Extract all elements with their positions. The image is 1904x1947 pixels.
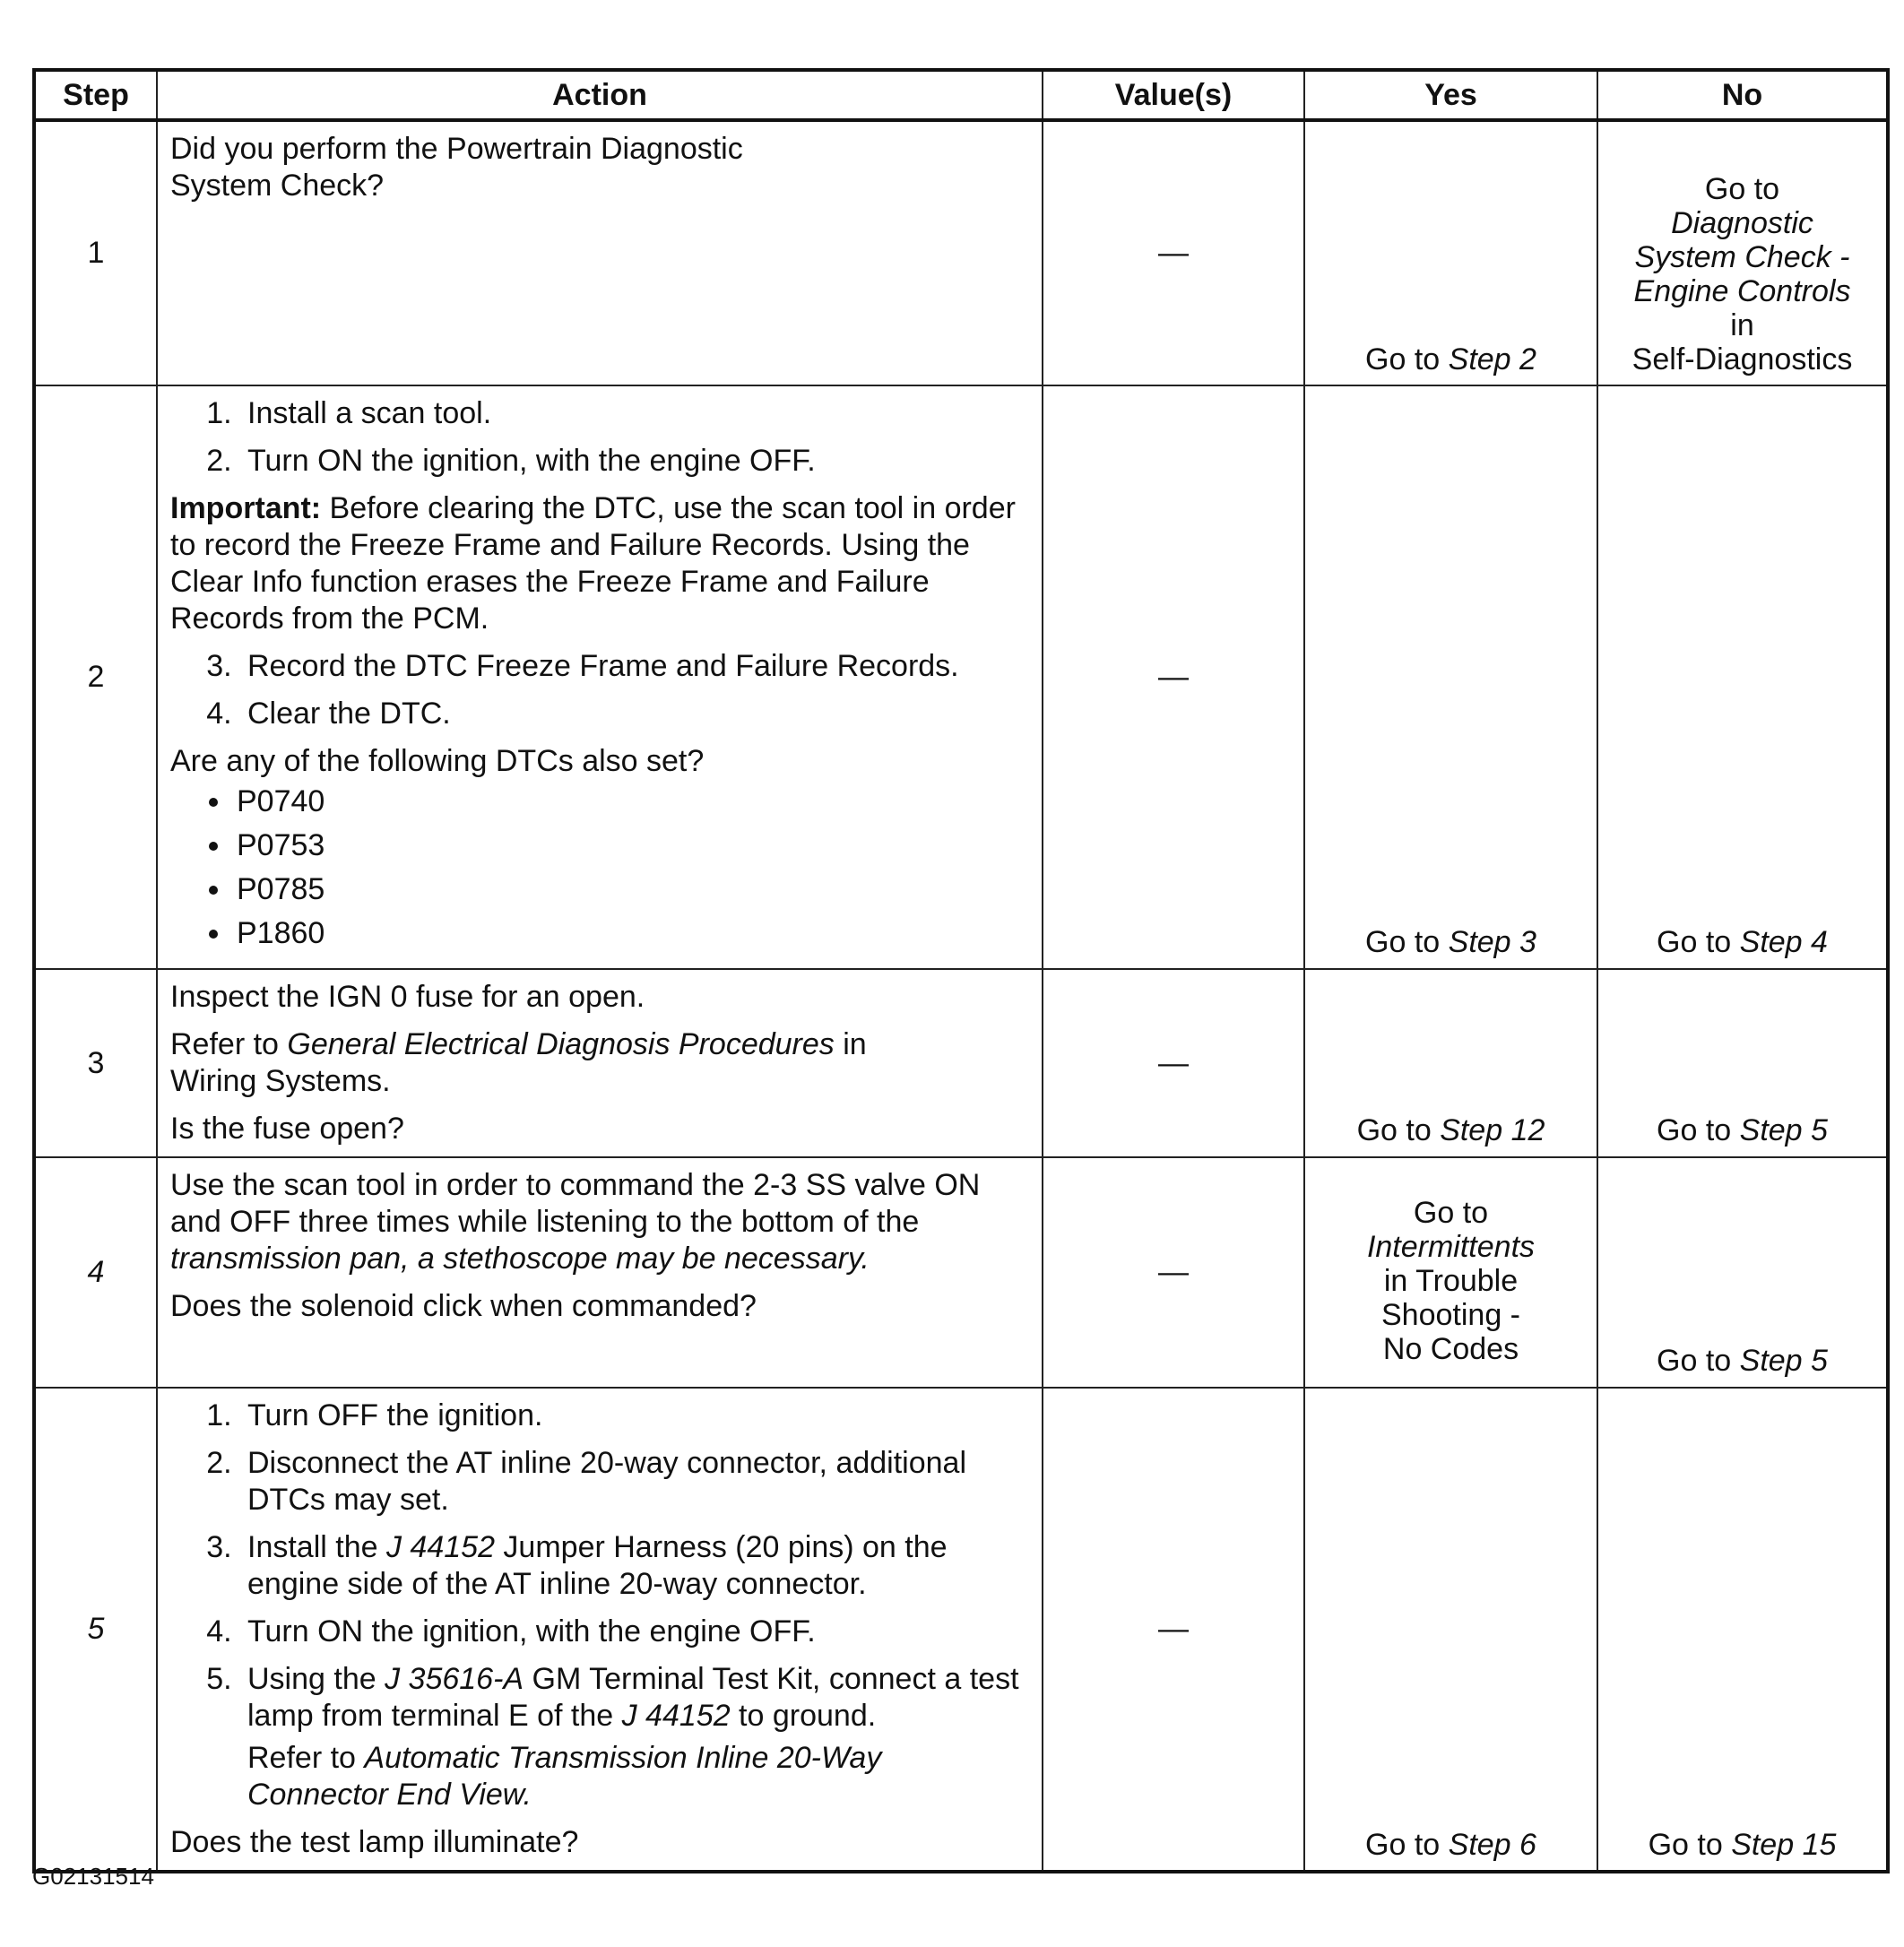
no-content[interactable]: [1598, 122, 1886, 384]
no-content: [1598, 1158, 1886, 1385]
action-question: Does the solenoid click when commanded?: [170, 1289, 757, 1323]
no-line: Go to: [1704, 172, 1780, 206]
value-cell: [1043, 120, 1304, 385]
yes-link[interactable]: [1305, 925, 1597, 959]
important-label: Important:: [170, 491, 322, 525]
tool-ref: J 44152: [385, 1530, 495, 1564]
yes-cell: [1304, 1388, 1597, 1872]
step-text: Install the: [247, 1530, 386, 1564]
yes-step-ref: Step 2: [1448, 342, 1536, 376]
action-steps: [170, 1398, 1029, 1735]
action-reference: [170, 1026, 887, 1100]
no-cell: [1597, 969, 1888, 1157]
step-number: 3: [34, 969, 157, 1157]
tool-ref: J 35616-A: [385, 1662, 524, 1696]
step-number: 1: [34, 120, 157, 385]
yes-go-to: Go to: [1365, 1828, 1449, 1862]
action-text: Did you perform the Powertrain Diagnostic System Check?: [170, 132, 743, 203]
header-values: Value(s): [1043, 70, 1304, 120]
no-line: Diagnostic: [1671, 206, 1813, 240]
action-step: 4. Clear the DTC.: [240, 696, 1029, 732]
yes-link[interactable]: [1305, 1113, 1597, 1147]
value-cell: [1043, 385, 1304, 969]
dtc-list: [170, 783, 1029, 952]
no-go-to: Go to: [1657, 1113, 1740, 1147]
no-cell: [1597, 1388, 1888, 1872]
action-text: [170, 1167, 1029, 1277]
yes-line: Go to: [1413, 1195, 1489, 1230]
dtc-code: • P1860: [233, 915, 1029, 952]
yes-go-to: Go to: [1365, 342, 1449, 376]
yes-line: Intermittents: [1366, 1229, 1536, 1264]
table-row: [34, 1388, 1888, 1872]
no-cell: [1597, 1157, 1888, 1388]
table-row: [34, 1157, 1888, 1388]
action-step: 2. Turn ON the ignition, with the engine OFF.: [240, 443, 1029, 480]
action-step: [240, 1661, 1029, 1735]
tool-ref: J 44152: [621, 1699, 731, 1733]
yes-link[interactable]: [1305, 1828, 1597, 1862]
yes-step-ref: Step 12: [1440, 1113, 1545, 1147]
no-line: Engine Controls: [1633, 274, 1851, 308]
header-yes: Yes: [1304, 70, 1597, 120]
no-step-ref: Step 5: [1739, 1344, 1828, 1378]
diagnostic-table: [32, 68, 1890, 1873]
step-text: Jumper Harness (20 pins) on the engine side of the AT inline 20-way connector.: [247, 1530, 948, 1601]
action-step: 3. Record the DTC Freeze Frame and Failure Records.: [240, 648, 1029, 685]
step-number: 2: [34, 385, 157, 969]
action-step: 1. Install a scan tool.: [240, 395, 1029, 432]
value-dash: —: [1158, 660, 1189, 694]
no-link[interactable]: [1598, 1113, 1886, 1147]
value-dash: —: [1158, 1612, 1189, 1646]
dtc-code: • P0753: [233, 827, 1029, 864]
action-steps: [170, 648, 1029, 732]
step-number: 4: [34, 1157, 157, 1388]
important-note: [170, 490, 1029, 637]
action-step: 1. Turn OFF the ignition.: [240, 1398, 1029, 1434]
yes-cell: [1304, 385, 1597, 969]
action-cell: [157, 969, 1043, 1157]
value-cell: [1043, 1388, 1304, 1872]
no-link[interactable]: [1598, 1344, 1886, 1378]
no-line: in: [1730, 308, 1754, 342]
action-step: [240, 1529, 1029, 1603]
yes-step-ref: Step 3: [1448, 925, 1536, 959]
step-number: 5: [34, 1388, 157, 1872]
header-action: Action: [157, 70, 1043, 120]
no-content: [1598, 386, 1886, 966]
no-go-to: Go to: [1648, 1828, 1732, 1862]
value-dash: —: [1158, 236, 1189, 270]
yes-line: Shooting -: [1381, 1297, 1520, 1332]
no-step-ref: Step 15: [1731, 1828, 1837, 1862]
action-text-main: Use the scan tool in order to command the 2-3 SS valve ON and OFF three times while listening to the bottom of the: [170, 1168, 981, 1239]
refer-to: Refer to: [247, 1741, 365, 1775]
table-row: [34, 385, 1888, 969]
yes-cell: [1304, 969, 1597, 1157]
step-text: to ground.: [730, 1699, 877, 1733]
no-line: System Check -: [1634, 240, 1850, 274]
yes-go-to: Go to: [1356, 1113, 1441, 1147]
value-dash: —: [1158, 1045, 1189, 1080]
action-cell: [157, 120, 1043, 385]
yes-cell: [1304, 120, 1597, 385]
action-question: Are any of the following DTCs also set?: [170, 744, 705, 778]
reference-link[interactable]: General Electrical Diagnosis Procedures: [287, 1027, 835, 1061]
step-text: Using the: [247, 1662, 385, 1696]
action-cell: [157, 1157, 1043, 1388]
table-row: [34, 969, 1888, 1157]
no-link[interactable]: [1598, 1828, 1886, 1862]
action-steps: [170, 395, 1029, 480]
important-text: Before clearing the DTC, use the scan tool in order to record the Freeze Frame and Failure Records. Using the Clear Info function erases the Freeze Frame and Failure Records from the PCM.: [170, 491, 1016, 636]
action-text-italic: transmission pan, a stethoscope may be necessary.: [170, 1242, 870, 1276]
step-text: GM Terminal Test Kit, connect a test lamp from terminal E of the: [247, 1662, 1019, 1733]
dtc-code: • P0740: [233, 783, 1029, 820]
yes-cell: [1304, 1157, 1597, 1388]
no-cell: [1597, 120, 1888, 385]
yes-content: [1305, 970, 1597, 1155]
value-dash: —: [1158, 1255, 1189, 1289]
figure-id: G02131514: [32, 1863, 154, 1890]
action-question: Is the fuse open?: [170, 1112, 404, 1146]
dtc-code: • P0785: [233, 871, 1029, 908]
yes-link[interactable]: [1305, 342, 1597, 376]
no-go-to: Go to: [1657, 925, 1740, 959]
refer-to: Refer to: [170, 1027, 288, 1061]
yes-content[interactable]: [1305, 1158, 1597, 1385]
no-line: Self-Diagnostics: [1631, 342, 1853, 376]
header-step: Step: [34, 70, 157, 120]
yes-line: No Codes: [1382, 1331, 1519, 1366]
table-row: [34, 120, 1888, 385]
reference-suffix: in Wiring Systems.: [170, 1027, 867, 1098]
reference-link[interactable]: Automatic Transmission Inline 20-Way Connector End View.: [247, 1741, 882, 1812]
header-row: [34, 70, 1888, 120]
yes-content: [1305, 122, 1597, 384]
yes-line: in Trouble: [1383, 1263, 1519, 1298]
no-step-ref: Step 4: [1739, 925, 1828, 959]
no-content: [1598, 1389, 1886, 1869]
header-no: No: [1597, 70, 1888, 120]
no-go-to: Go to: [1657, 1344, 1740, 1378]
action-text: Inspect the IGN 0 fuse for an open.: [170, 980, 645, 1014]
action-step: 4. Turn ON the ignition, with the engine OFF.: [240, 1614, 1029, 1650]
yes-content: [1305, 386, 1597, 966]
no-cell: [1597, 385, 1888, 969]
no-step-ref: Step 5: [1739, 1113, 1828, 1147]
action-question: Does the test lamp illuminate?: [170, 1825, 579, 1859]
yes-step-ref: Step 6: [1448, 1828, 1536, 1862]
no-content: [1598, 970, 1886, 1155]
value-cell: [1043, 1157, 1304, 1388]
value-cell: [1043, 969, 1304, 1157]
action-cell: [157, 385, 1043, 969]
yes-content: [1305, 1389, 1597, 1869]
action-cell: [157, 1388, 1043, 1872]
no-link[interactable]: [1598, 925, 1886, 959]
action-step: 2. Disconnect the AT inline 20-way connector, additional DTCs may set.: [240, 1445, 1029, 1519]
yes-go-to: Go to: [1365, 925, 1449, 959]
action-reference: [170, 1740, 1029, 1813]
